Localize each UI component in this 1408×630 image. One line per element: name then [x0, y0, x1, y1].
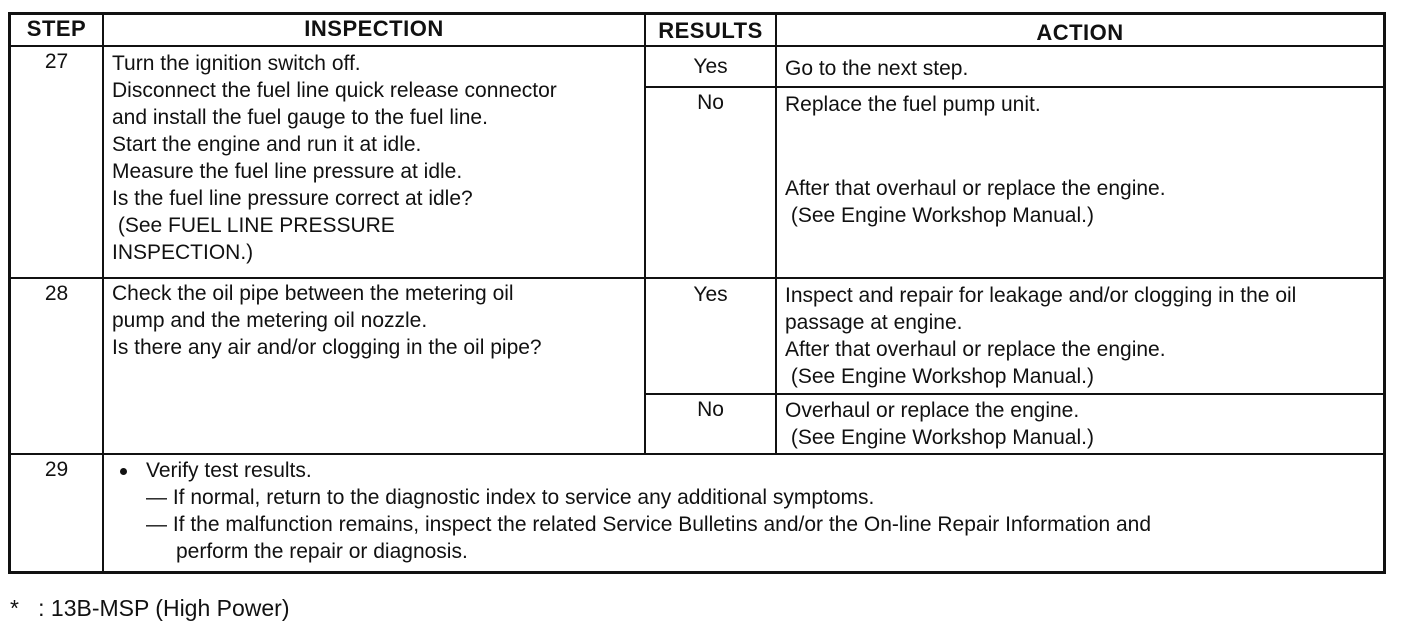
step28-result-yes: Yes	[693, 283, 728, 306]
inspection-line: pump and the metering oil nozzle.	[112, 309, 428, 332]
step-number-28: 28	[44, 282, 69, 305]
step27-result-yes: Yes	[693, 55, 728, 78]
sub-item-normal: — If normal, return to the diagnostic index to service any additional symptoms.	[146, 486, 875, 509]
step-number-27: 27	[44, 50, 69, 73]
action-reference: (See Engine Workshop Manual.)	[785, 204, 1094, 227]
header-results: RESULTS	[658, 18, 763, 43]
inspection-line: Is the fuel line pressure correct at idle?	[112, 187, 473, 210]
inspection-line: INSPECTION.)	[112, 241, 254, 264]
action-line: After that overhaul or replace the engine.	[785, 177, 1166, 200]
step27-result-no: No	[697, 91, 724, 114]
divider-inspection-results	[644, 15, 646, 453]
header-action: ACTION	[1036, 20, 1124, 45]
header-step: STEP	[26, 16, 87, 41]
step27-inspection	[112, 50, 557, 266]
bullet-icon	[120, 468, 127, 475]
step27-yes-no-divider	[644, 86, 1383, 88]
inspection-line: Start the engine and run it at idle.	[112, 133, 422, 156]
step27-28-divider	[11, 277, 1383, 279]
action-reference: (See Engine Workshop Manual.)	[785, 365, 1094, 388]
action-line: passage at engine.	[785, 311, 963, 334]
step27-action-yes	[785, 55, 968, 82]
action-reference: (See Engine Workshop Manual.)	[785, 426, 1094, 449]
divider-step-inspection	[102, 15, 104, 571]
inspection-line: and install the fuel gauge to the fuel line.	[112, 106, 488, 129]
action-line: After that overhaul or replace the engine.	[785, 338, 1166, 361]
step28-action-yes	[785, 282, 1296, 390]
step28-action-no	[785, 397, 1094, 451]
step29-content	[112, 457, 1151, 565]
sub-item-malfunction: — If the malfunction remains, inspect the related Service Bulletins and/or the On-line Repair Information and	[146, 513, 1152, 536]
inspection-line: Measure the fuel line pressure at idle.	[112, 160, 463, 183]
inspection-reference: (See FUEL LINE PRESSURE	[112, 214, 395, 237]
inspection-line: Is there any air and/or clogging in the oil pipe?	[112, 336, 542, 359]
action-line: Overhaul or replace the engine.	[785, 399, 1080, 422]
inspection-line: Turn the ignition switch off.	[112, 52, 361, 75]
step27-action-no	[785, 91, 1041, 118]
step28-inspection	[112, 280, 542, 361]
step28-29-divider	[11, 453, 1383, 455]
divider-results-action	[775, 15, 777, 453]
sub-item-continuation: perform the repair or diagnosis.	[176, 540, 468, 563]
action-line: Go to the next step.	[785, 57, 969, 80]
action-line: Inspect and repair for leakage and/or clogging in the oil	[785, 284, 1297, 307]
inspection-line: Disconnect the fuel line quick release connector	[112, 79, 557, 102]
troubleshooting-table	[8, 12, 1386, 574]
action-line: Replace the fuel pump unit.	[785, 93, 1041, 116]
footnote: * : 13B-MSP (High Power)	[10, 595, 290, 621]
bullet-item	[112, 457, 1151, 484]
bullet-text: Verify test results.	[146, 459, 312, 482]
inspection-line: Check the oil pipe between the metering oil	[112, 282, 514, 305]
step28-result-no: No	[697, 398, 724, 421]
header-inspection: INSPECTION	[304, 16, 444, 41]
step27-action-no-followup	[785, 175, 1166, 229]
step-number-29: 29	[44, 458, 69, 481]
step28-yes-no-divider	[644, 393, 1383, 395]
